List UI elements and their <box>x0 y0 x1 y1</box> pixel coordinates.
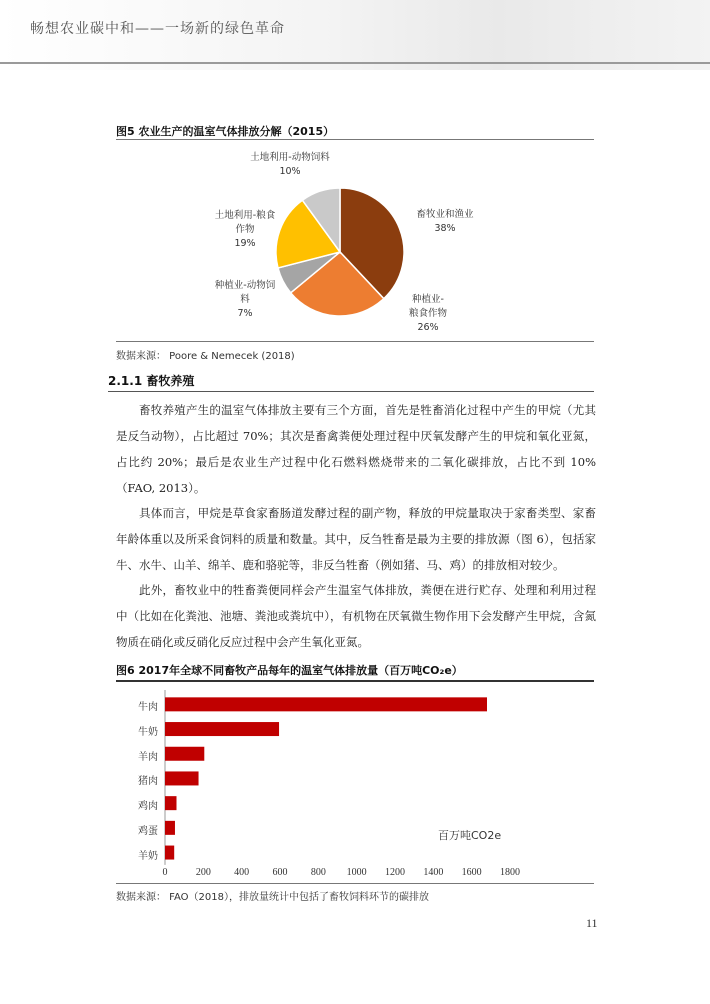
bar-category-label: 鸡肉 <box>138 801 158 813</box>
pie-slice-name: 土地利用-动物饲料 <box>250 152 330 163</box>
figure5-source: 数据来源： Poore & Nemecek (2018) <box>116 351 295 362</box>
x-tick-label: 1200 <box>385 867 405 878</box>
pie-slice-name: 种植业- <box>412 294 444 305</box>
pie-slice-name: 土地利用-粮食 <box>214 210 276 221</box>
bar <box>165 722 279 736</box>
bar <box>165 697 487 711</box>
bar <box>165 771 199 785</box>
x-tick-label: 800 <box>310 867 326 878</box>
pie-slice-name: 作物 <box>235 224 255 235</box>
figure6-source: 数据来源： FAO（2018），排放量统计中包括了畜牧饲料环节的碳排放 <box>116 892 429 903</box>
bar-category-label: 羊肉 <box>138 751 158 763</box>
figure5-title: 图5 农业生产的温室气体排放分解（2015） <box>116 125 335 138</box>
pie-slice-name: 畜牧业和渔业 <box>416 209 474 220</box>
x-tick-label: 1600 <box>461 867 482 878</box>
bar <box>165 846 174 860</box>
figure6-bottom-rule <box>116 883 594 884</box>
section-heading: 2.1.1 畜牧养殖 <box>108 374 195 388</box>
pie-slice-value: 10% <box>279 166 301 177</box>
bar <box>165 796 177 810</box>
header-title: 畅想农业碳中和——一场新的绿色革命 <box>30 21 285 37</box>
pie-slice-name: 种植业-动物饲 <box>214 280 276 291</box>
x-tick-label: 0 <box>162 867 168 878</box>
bar-category-label: 牛奶 <box>138 727 158 739</box>
pie-slice-name: 料 <box>240 294 250 305</box>
bar <box>165 821 175 835</box>
pie-slice-value: 38% <box>434 223 456 234</box>
page-number: 11 <box>586 916 598 930</box>
x-tick-label: 1000 <box>346 867 367 878</box>
figure6-title: 图6 2017年全球不同畜牧产品每年的温室气体排放量（百万吨CO₂e） <box>116 664 463 677</box>
x-tick-label: 400 <box>234 867 250 878</box>
bar-category-label: 猪肉 <box>138 776 158 788</box>
pie-slice-name: 粮食作物 <box>408 308 447 319</box>
x-tick-label: 600 <box>272 867 288 878</box>
x-tick-label: 1800 <box>500 867 520 878</box>
pie-slice-value: 19% <box>234 238 256 249</box>
paragraph-2: 具体而言，甲烷是草食家畜肠道发酵过程的副产物，释放的甲烷量取决于家畜类型、家畜年龄体重以及所采食饲料的质量和数量。其中，反刍牲畜是最为主要的排放源（图 6），包括家牛、水牛、山羊、绵羊、鹿和骆驼等，非反刍牲畜（例如猪、马、鸡）的排放相对较少。 <box>116 506 596 572</box>
pie-slice-value: 7% <box>237 308 253 319</box>
bar-category-label: 羊奶 <box>138 850 158 862</box>
bar <box>165 747 204 761</box>
bar-category-label: 鸡蛋 <box>138 825 158 837</box>
figure6-unit-label: 百万吨CO2e <box>438 829 502 842</box>
pie-slice-value: 26% <box>417 322 439 333</box>
paragraph-1: 畜牧养殖产生的温室气体排放主要有三个方面，首先是牲畜消化过程中产生的甲烷（尤其是反刍动物），占比超过 70%；其次是畜禽粪便处理过程中厌氧发酵产生的甲烷和氧化亚氮，占比约 20%；最后是农业生产过程中化石燃料燃烧带来的二氧化碳排放，占比不到 10%（FAO, 2013）。 <box>116 403 596 495</box>
bar-category-label: 牛肉 <box>138 702 158 714</box>
x-tick-label: 200 <box>195 867 211 878</box>
x-tick-label: 1400 <box>423 867 444 878</box>
paragraph-3: 此外，畜牧业中的牲畜粪便同样会产生温室气体排放，粪便在进行贮存、处理和利用过程中（比如在化粪池、池塘、粪池或粪坑中），有机物在厌氧微生物作用下会发酵产生甲烷，含氮物质在硝化或反硝化反应过程中会产生氧化亚氮。 <box>116 583 596 649</box>
